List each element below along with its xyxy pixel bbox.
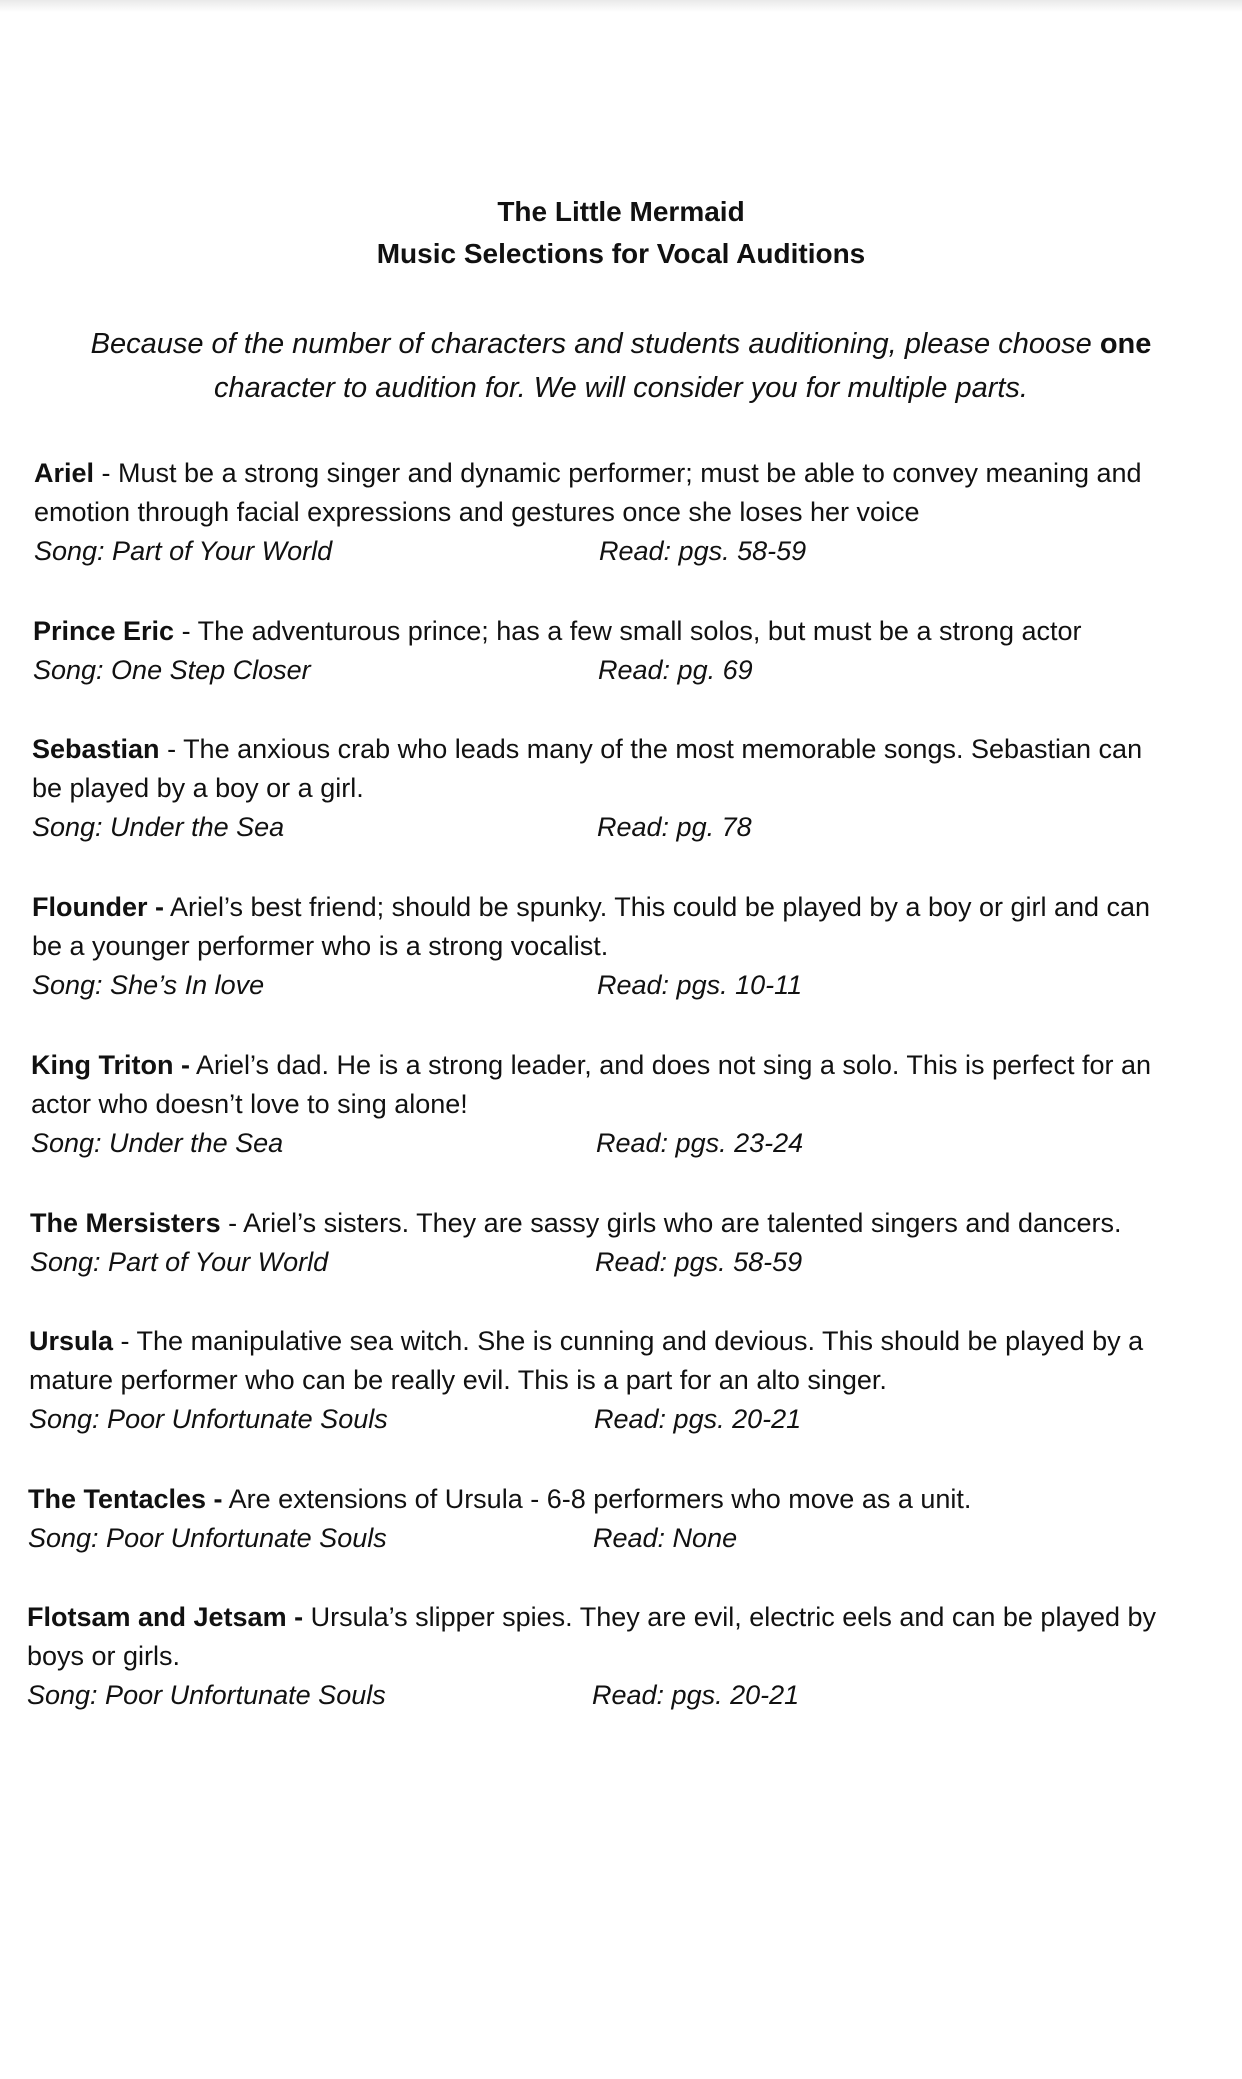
role-read: Read: None — [593, 1523, 738, 1553]
role-description-cont: emotion through facial expressions and gestures once she loses her voice — [34, 497, 920, 527]
role-song: Song: Under the Sea — [31, 1128, 284, 1158]
role-name: Flounder - — [32, 892, 164, 922]
role-read: Read: pgs. 23-24 — [596, 1128, 804, 1158]
role-tentacles — [28, 1480, 971, 1558]
role-name: The Tentacles - — [28, 1484, 223, 1514]
document-title: The Little Mermaid — [497, 196, 745, 227]
role-name: King Triton - — [31, 1050, 190, 1080]
role-read: Read: pgs. 20-21 — [594, 1404, 802, 1434]
role-flounder — [32, 888, 1150, 1005]
role-description: - The adventurous prince; has a few small solos, but must be a strong actor — [174, 616, 1082, 646]
document-subtitle: Music Selections for Vocal Auditions — [376, 238, 866, 269]
role-description: Ariel’s best friend; should be spunky. This could be played by a boy or girl and can — [163, 892, 1151, 922]
role-song: Song: Poor Unfortunate Souls — [28, 1523, 387, 1553]
role-name: Sebastian — [32, 734, 160, 764]
role-description: - Ariel’s sisters. They are sassy girls who are talented singers and dancers. — [220, 1208, 1122, 1238]
role-song: Song: Poor Unfortunate Souls — [29, 1404, 388, 1434]
role-song: Song: Under the Sea — [32, 812, 285, 842]
role-read: Read: pgs. 10-11 — [597, 970, 803, 1000]
role-description: - Must be a strong singer and dynamic performer; must be able to convey meaning and — [94, 458, 1142, 488]
role-prince-eric — [33, 612, 1082, 690]
role-description: Ursula’s slipper spies. They are evil, electric eels and can be played by — [303, 1602, 1157, 1632]
role-king-triton — [31, 1046, 1151, 1163]
intro-emphasis: one — [1099, 328, 1152, 360]
role-read: Read: pgs. 20-21 — [592, 1680, 800, 1710]
role-song: Song: One Step Closer — [33, 655, 311, 685]
role-name: Ariel — [34, 458, 95, 488]
role-song: Song: Poor Unfortunate Souls — [27, 1680, 386, 1710]
role-ursula — [29, 1322, 1143, 1439]
role-flotsam-jetsam — [27, 1598, 1156, 1715]
intro-text-part2: character to audition for. We will consider you for multiple parts. — [214, 372, 1028, 404]
role-read: Read: pgs. 58-59 — [599, 536, 807, 566]
role-description-cont: boys or girls. — [27, 1641, 181, 1671]
role-description-cont: be played by a boy or a girl. — [32, 773, 364, 803]
role-description: - The anxious crab who leads many of the most memorable songs. Sebastian can — [159, 734, 1143, 764]
role-sebastian — [32, 730, 1142, 847]
role-ariel — [34, 454, 1142, 571]
role-description: Ariel’s dad. He is a strong leader, and does not sing a solo. This is perfect for an — [189, 1050, 1152, 1080]
role-name: Flotsam and Jetsam - — [27, 1602, 304, 1632]
role-name: Ursula — [29, 1326, 114, 1356]
role-description: Are extensions of Ursula - 6-8 performers who move as a unit. — [222, 1484, 972, 1514]
role-song: Song: She’s In love — [32, 970, 265, 1000]
role-read: Read: pg. 78 — [597, 812, 752, 842]
role-name: The Mersisters — [30, 1208, 221, 1238]
role-song: Song: Part of Your World — [30, 1247, 329, 1277]
role-mersisters — [30, 1204, 1122, 1282]
role-read: Read: pgs. 58-59 — [595, 1247, 803, 1277]
role-name: Prince Eric — [33, 616, 175, 646]
role-description: - The manipulative sea witch. She is cunning and devious. This should be played by a — [113, 1326, 1144, 1356]
role-song: Song: Part of Your World — [34, 536, 333, 566]
role-description-cont: be a younger performer who is a strong vocalist. — [32, 931, 609, 961]
role-description-cont: actor who doesn’t love to sing alone! — [31, 1089, 468, 1119]
role-description-cont: mature performer who can be really evil. This is a part for an alto singer. — [29, 1365, 887, 1395]
role-read: Read: pg. 69 — [598, 655, 753, 685]
intro-paragraph — [60, 322, 1182, 410]
intro-text-part1: Because of the number of characters and students auditioning, please choose — [90, 328, 1100, 360]
